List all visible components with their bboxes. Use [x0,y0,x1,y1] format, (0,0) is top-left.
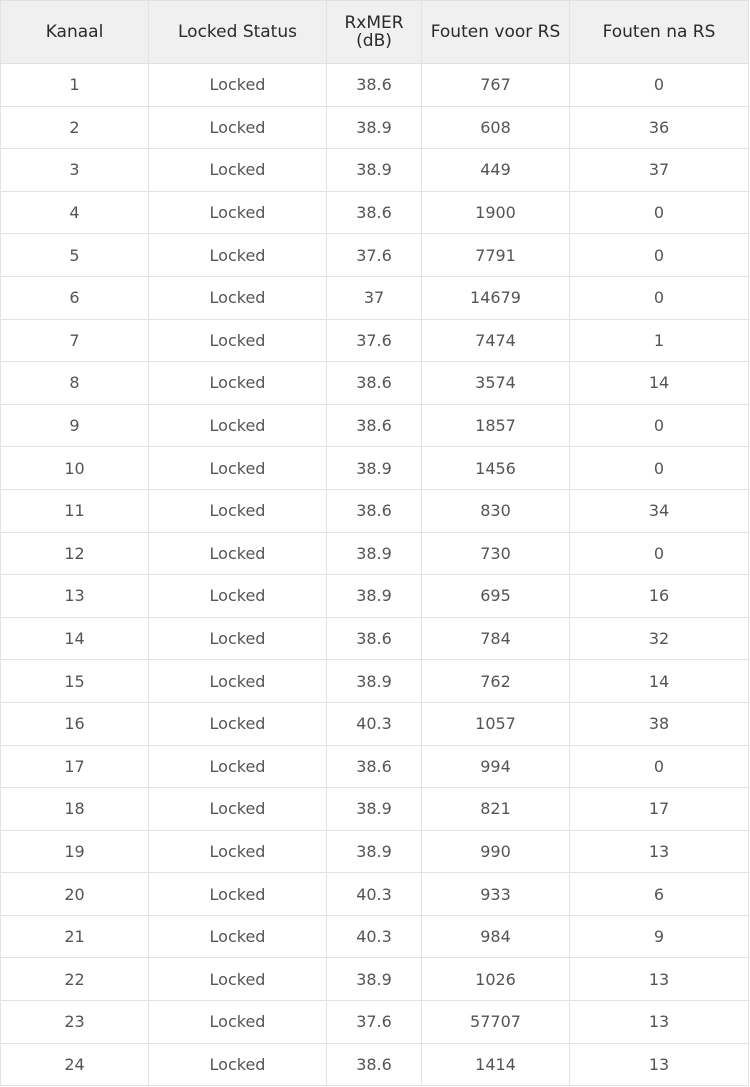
cell-locked-status: Locked [149,532,327,575]
cell-rxmer: 38.9 [327,106,422,149]
table-row [1,873,749,916]
table-row [1,575,749,618]
cell-errors-after-rs: 0 [570,447,749,490]
cell-channel: 11 [1,489,149,532]
cell-locked-status: Locked [149,1001,327,1044]
table-row [1,660,749,703]
cell-errors-before-rs: 784 [422,617,570,660]
cell-channel: 8 [1,362,149,405]
cell-rxmer: 38.9 [327,788,422,831]
cell-locked-status: Locked [149,617,327,660]
cell-errors-after-rs: 9 [570,915,749,958]
cell-errors-before-rs: 7791 [422,234,570,277]
cell-errors-before-rs: 1456 [422,447,570,490]
cell-rxmer: 38.9 [327,149,422,192]
cell-channel: 13 [1,575,149,618]
table-row [1,1043,749,1086]
cell-locked-status: Locked [149,873,327,916]
table-row [1,447,749,490]
cell-channel: 16 [1,702,149,745]
cell-rxmer: 40.3 [327,915,422,958]
cell-errors-after-rs: 32 [570,617,749,660]
cell-errors-after-rs: 17 [570,788,749,831]
cell-errors-after-rs: 38 [570,702,749,745]
cell-locked-status: Locked [149,106,327,149]
cell-errors-before-rs: 1057 [422,702,570,745]
cell-errors-before-rs: 449 [422,149,570,192]
cell-locked-status: Locked [149,915,327,958]
cell-locked-status: Locked [149,745,327,788]
cell-rxmer: 37 [327,276,422,319]
cell-errors-before-rs: 730 [422,532,570,575]
cell-rxmer: 40.3 [327,702,422,745]
cell-rxmer: 38.6 [327,1043,422,1086]
cell-rxmer: 38.9 [327,575,422,618]
table-row [1,489,749,532]
cell-errors-before-rs: 990 [422,830,570,873]
cell-errors-before-rs: 767 [422,64,570,107]
cell-errors-before-rs: 3574 [422,362,570,405]
cell-locked-status: Locked [149,702,327,745]
cell-rxmer: 38.9 [327,447,422,490]
cell-locked-status: Locked [149,660,327,703]
cell-locked-status: Locked [149,149,327,192]
cell-errors-after-rs: 34 [570,489,749,532]
cell-locked-status: Locked [149,830,327,873]
cell-locked-status: Locked [149,191,327,234]
header-rxmer [327,1,422,64]
cell-errors-after-rs: 13 [570,958,749,1001]
table-row [1,362,749,405]
cell-channel: 9 [1,404,149,447]
cell-channel: 15 [1,660,149,703]
cell-errors-after-rs: 0 [570,745,749,788]
cell-errors-after-rs: 0 [570,234,749,277]
cell-channel: 2 [1,106,149,149]
table-row [1,1001,749,1044]
table-row [1,404,749,447]
cell-channel: 10 [1,447,149,490]
cell-errors-after-rs: 0 [570,191,749,234]
cell-rxmer: 37.6 [327,1001,422,1044]
cell-errors-before-rs: 984 [422,915,570,958]
cell-rxmer: 38.9 [327,830,422,873]
table-row [1,745,749,788]
cell-errors-after-rs: 13 [570,1001,749,1044]
table-row [1,915,749,958]
table-row [1,64,749,107]
cell-channel: 7 [1,319,149,362]
cell-errors-before-rs: 57707 [422,1001,570,1044]
cell-locked-status: Locked [149,575,327,618]
header-locked-status: Locked Status [149,1,327,64]
header-rxmer-label: RxMER (dB) [344,13,404,51]
cell-channel: 24 [1,1043,149,1086]
cell-channel: 22 [1,958,149,1001]
cell-errors-after-rs: 0 [570,64,749,107]
table-row [1,149,749,192]
cell-locked-status: Locked [149,404,327,447]
cell-errors-after-rs: 14 [570,660,749,703]
cell-channel: 3 [1,149,149,192]
cell-errors-before-rs: 1857 [422,404,570,447]
cell-errors-after-rs: 13 [570,830,749,873]
table-row [1,617,749,660]
cell-channel: 4 [1,191,149,234]
cell-locked-status: Locked [149,234,327,277]
cell-locked-status: Locked [149,362,327,405]
cell-rxmer: 38.6 [327,745,422,788]
table-row [1,319,749,362]
cell-channel: 17 [1,745,149,788]
cell-channel: 20 [1,873,149,916]
cell-rxmer: 38.9 [327,660,422,703]
header-errors-after-rs: Fouten na RS [570,1,749,64]
table-header [1,1,749,64]
table-row [1,702,749,745]
cell-errors-after-rs: 16 [570,575,749,618]
header-row [1,1,749,64]
cell-channel: 14 [1,617,149,660]
cell-errors-after-rs: 6 [570,873,749,916]
header-channel: Kanaal [1,1,149,64]
cell-rxmer: 38.6 [327,191,422,234]
cell-rxmer: 38.9 [327,532,422,575]
cell-rxmer: 40.3 [327,873,422,916]
cell-errors-before-rs: 1414 [422,1043,570,1086]
cell-channel: 12 [1,532,149,575]
cell-errors-after-rs: 36 [570,106,749,149]
cell-errors-before-rs: 830 [422,489,570,532]
table-row [1,106,749,149]
cell-channel: 5 [1,234,149,277]
cell-rxmer: 38.6 [327,489,422,532]
table-row [1,191,749,234]
cell-channel: 21 [1,915,149,958]
cell-errors-before-rs: 7474 [422,319,570,362]
cell-errors-after-rs: 1 [570,319,749,362]
cell-locked-status: Locked [149,1043,327,1086]
cell-locked-status: Locked [149,276,327,319]
table-row [1,532,749,575]
cell-errors-after-rs: 0 [570,276,749,319]
cell-locked-status: Locked [149,958,327,1001]
cell-rxmer: 38.9 [327,958,422,1001]
cell-errors-after-rs: 37 [570,149,749,192]
cell-channel: 18 [1,788,149,831]
cell-rxmer: 38.6 [327,617,422,660]
table-row [1,958,749,1001]
table-body [1,64,749,1086]
cell-errors-before-rs: 608 [422,106,570,149]
cell-errors-before-rs: 1026 [422,958,570,1001]
cell-channel: 1 [1,64,149,107]
table-row [1,276,749,319]
cell-errors-before-rs: 821 [422,788,570,831]
cell-locked-status: Locked [149,319,327,362]
table-row [1,830,749,873]
cell-errors-after-rs: 0 [570,532,749,575]
cell-rxmer: 38.6 [327,404,422,447]
cell-channel: 19 [1,830,149,873]
cell-rxmer: 37.6 [327,319,422,362]
cell-locked-status: Locked [149,788,327,831]
cell-errors-before-rs: 695 [422,575,570,618]
cell-errors-before-rs: 14679 [422,276,570,319]
table-row [1,788,749,831]
cell-errors-before-rs: 762 [422,660,570,703]
cell-errors-before-rs: 933 [422,873,570,916]
cell-locked-status: Locked [149,64,327,107]
cell-locked-status: Locked [149,489,327,532]
cell-errors-after-rs: 14 [570,362,749,405]
cell-errors-before-rs: 994 [422,745,570,788]
cell-rxmer: 37.6 [327,234,422,277]
cell-rxmer: 38.6 [327,362,422,405]
cell-errors-after-rs: 13 [570,1043,749,1086]
cell-channel: 6 [1,276,149,319]
cell-channel: 23 [1,1001,149,1044]
cell-locked-status: Locked [149,447,327,490]
cell-rxmer: 38.6 [327,64,422,107]
table-row [1,234,749,277]
cell-errors-after-rs: 0 [570,404,749,447]
header-errors-before-rs: Fouten voor RS [422,1,570,64]
cell-errors-before-rs: 1900 [422,191,570,234]
